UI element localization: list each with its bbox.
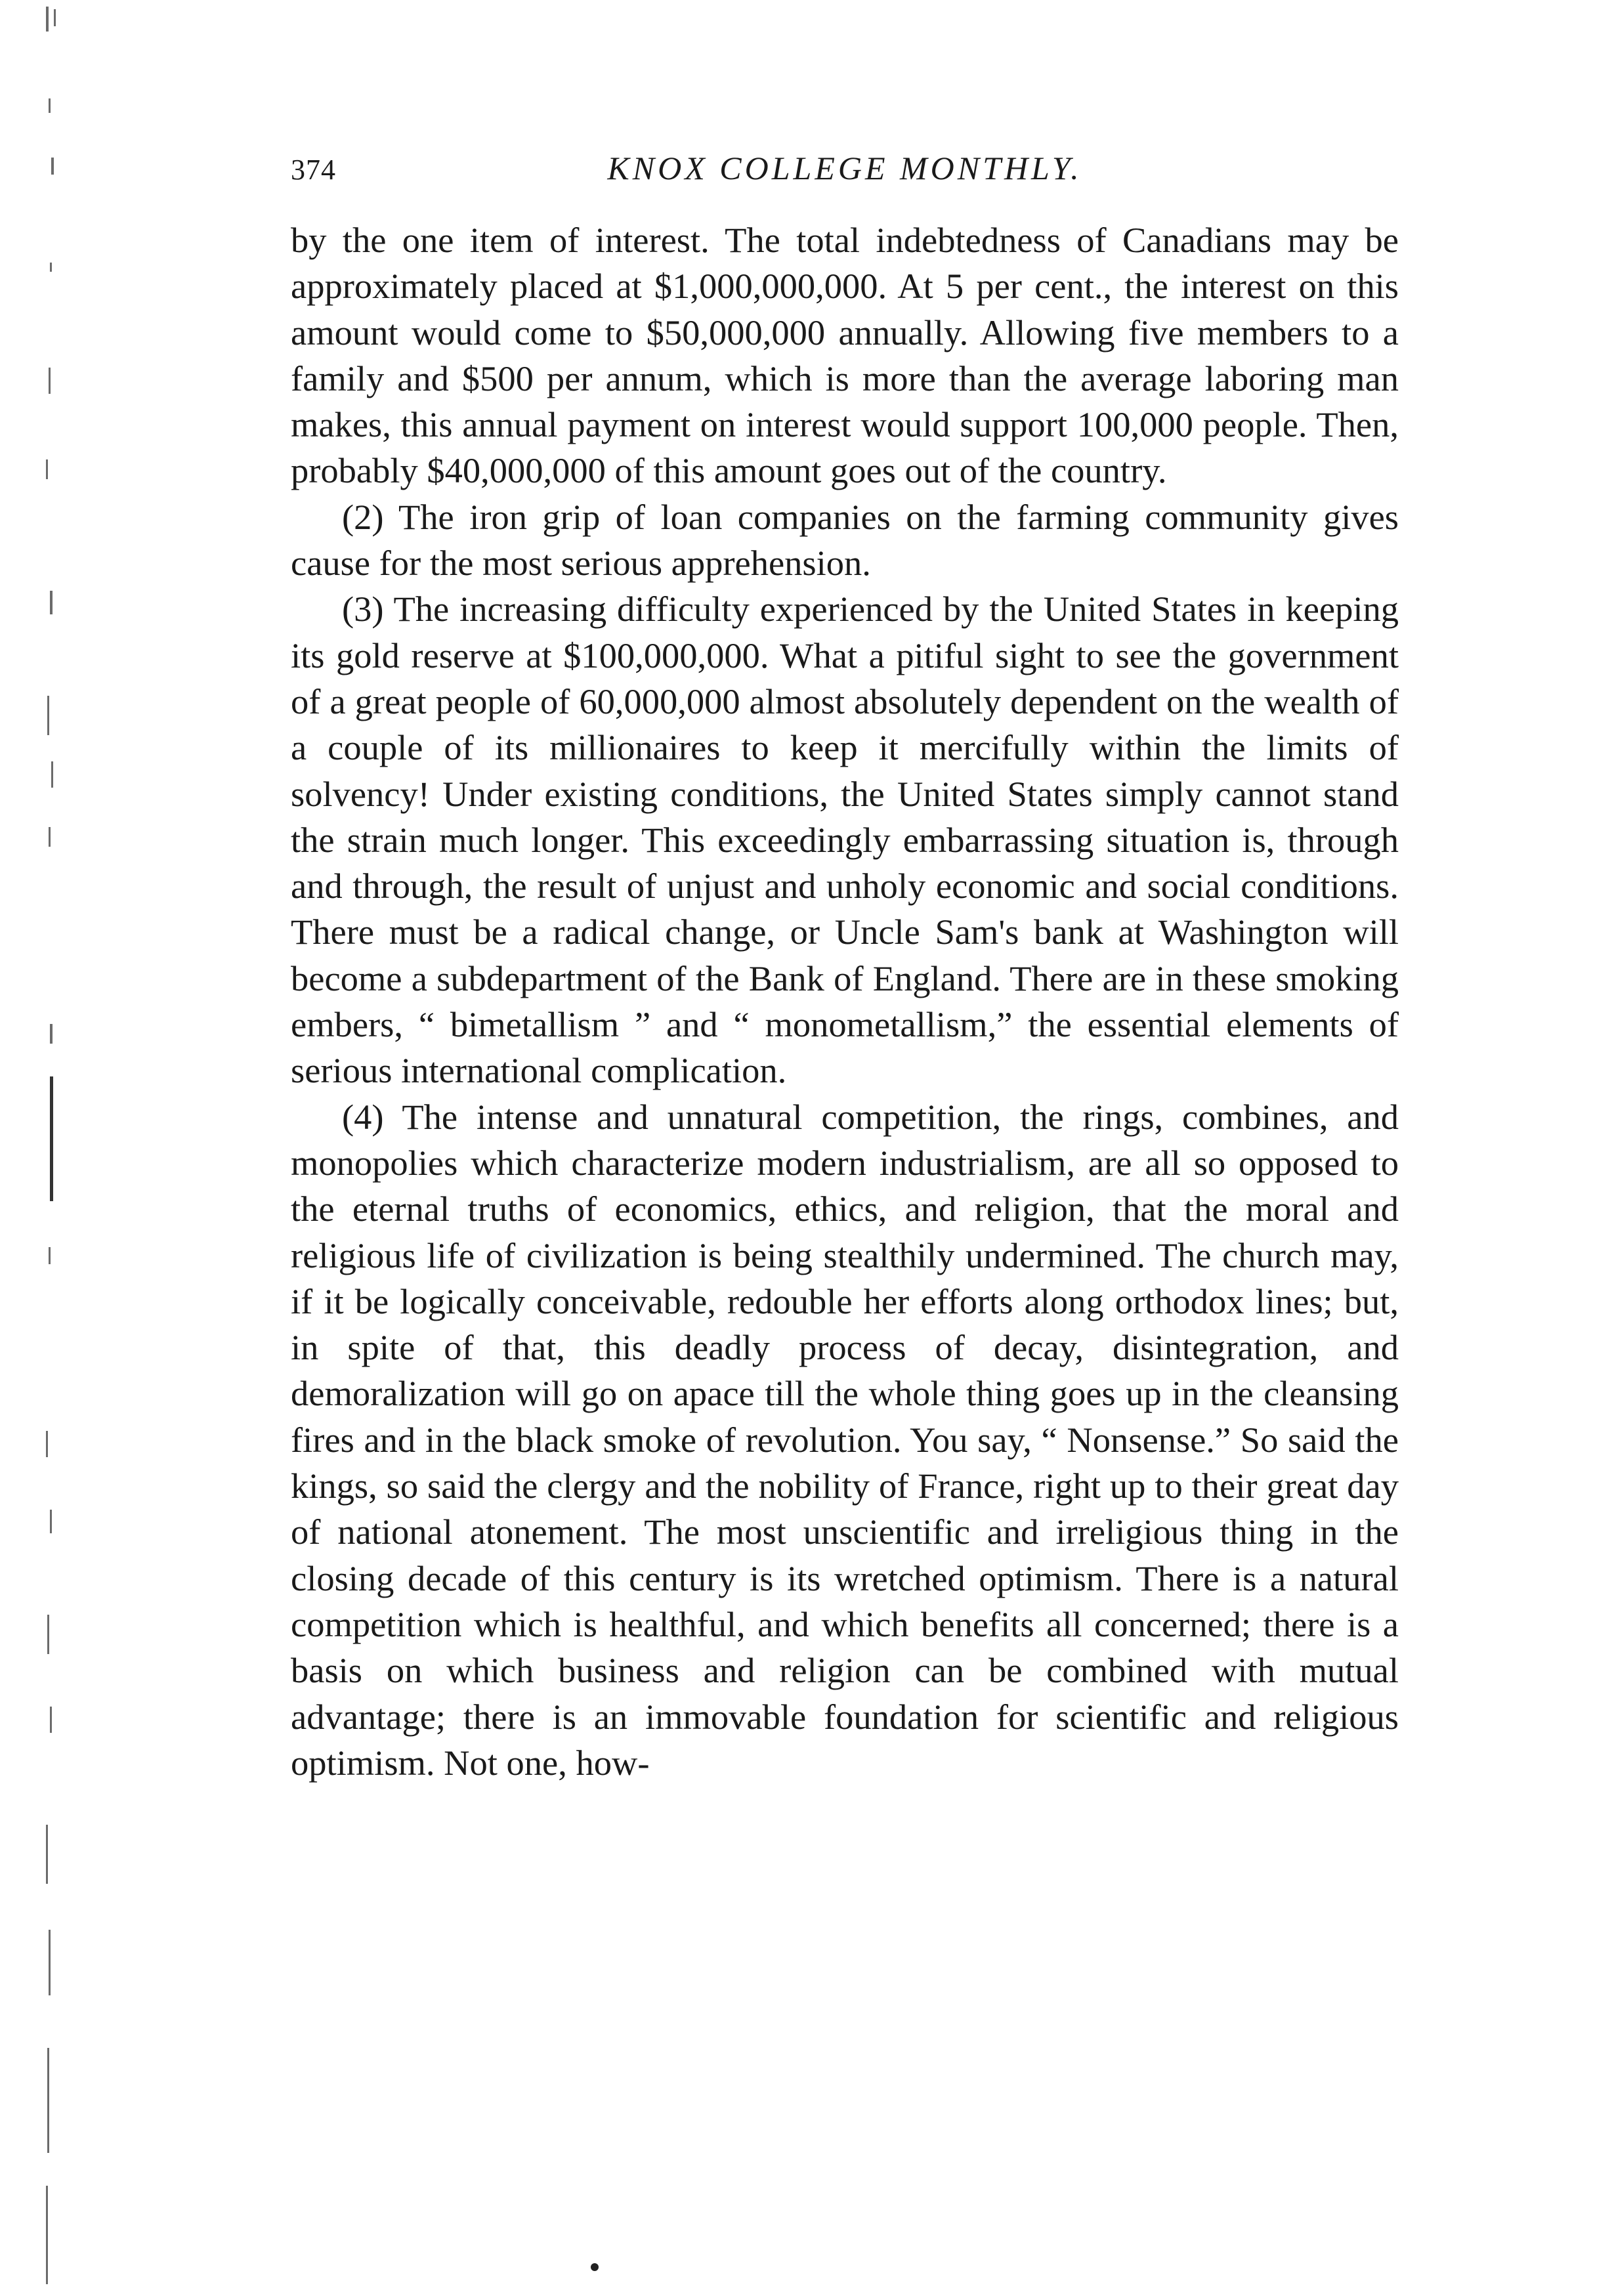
paragraph-item-2: (2) The iron grip of loan companies on the farming community gives cause for the most serious apprehension. — [291, 496, 1399, 584]
page-number: 374 — [291, 154, 336, 186]
page-header — [291, 135, 1399, 200]
scan-speck — [591, 2263, 599, 2271]
paragraph-continued: by the one item of interest. The total indebtedness of Canadians may be approximately placed at $1,000,000,000. At 5 per cent., the interest on this amount would come to $50,000,000 annually. Allowing five members to a family and $500 per annum, which is more than the average laboring man makes, this annual payment on interest would support 100,000 people. Then, probably $40,000,000 of this amount goes out of the country. — [291, 220, 1399, 491]
scan-margin-marks — [20, 0, 79, 2296]
paragraph-item-4: (4) The intense and unnatural competition, the rings, combines, and monopolies which characterize modern industrialism, are all so opposed to the eternal truths of economics, ethics, and religion, that the moral and religious life of civilization is being stealthily undermined. The church may, if it be logically conceivable, redouble her efforts along orthodox lines; but, in spite of that, this deadly process of decay, disintegration, and demoralization will go on apace till the whole thing goes up in the cleansing fires and in the black smoke of revolution. You say, “ Nonsense.” So said the kings, so said the clergy and the nobility of France, right up to their great day of national atonement. The most unscientific and irreligious thing in the closing decade of this century is its wretched optimism. There is a natural competition which is healthful, and which benefits all concerned; there is a basis on which business and religion can be combined with mutual advantage; there is an immovable foundation for scientific and religious optimism. Not one, how- — [291, 1096, 1399, 1783]
document-page — [291, 135, 1399, 1786]
body-text — [291, 217, 1399, 1786]
running-head: KNOX COLLEGE MONTHLY. — [607, 150, 1082, 186]
paragraph-item-3: (3) The increasing difficulty experienced by the United States in keeping its gold reserve at $100,000,000. What a pitiful sight to see the government of a great people of 60,000,000 almost absolutely dependent on the wealth of a couple of its millionaires to keep it mercifully within the limits of solvency! Under existing conditions, the United States simply cannot stand the strain much longer. This exceedingly embarrassing situation is, through and through, the result of unjust and unholy economic and social conditions. There must be a radical change, or Uncle Sam's bank at Washington will become a subdepartment of the Bank of England. There are in these smoking embers, “ bimetallism ” and “ monometallism,” the essential elements of serious international complication. — [291, 589, 1399, 1091]
